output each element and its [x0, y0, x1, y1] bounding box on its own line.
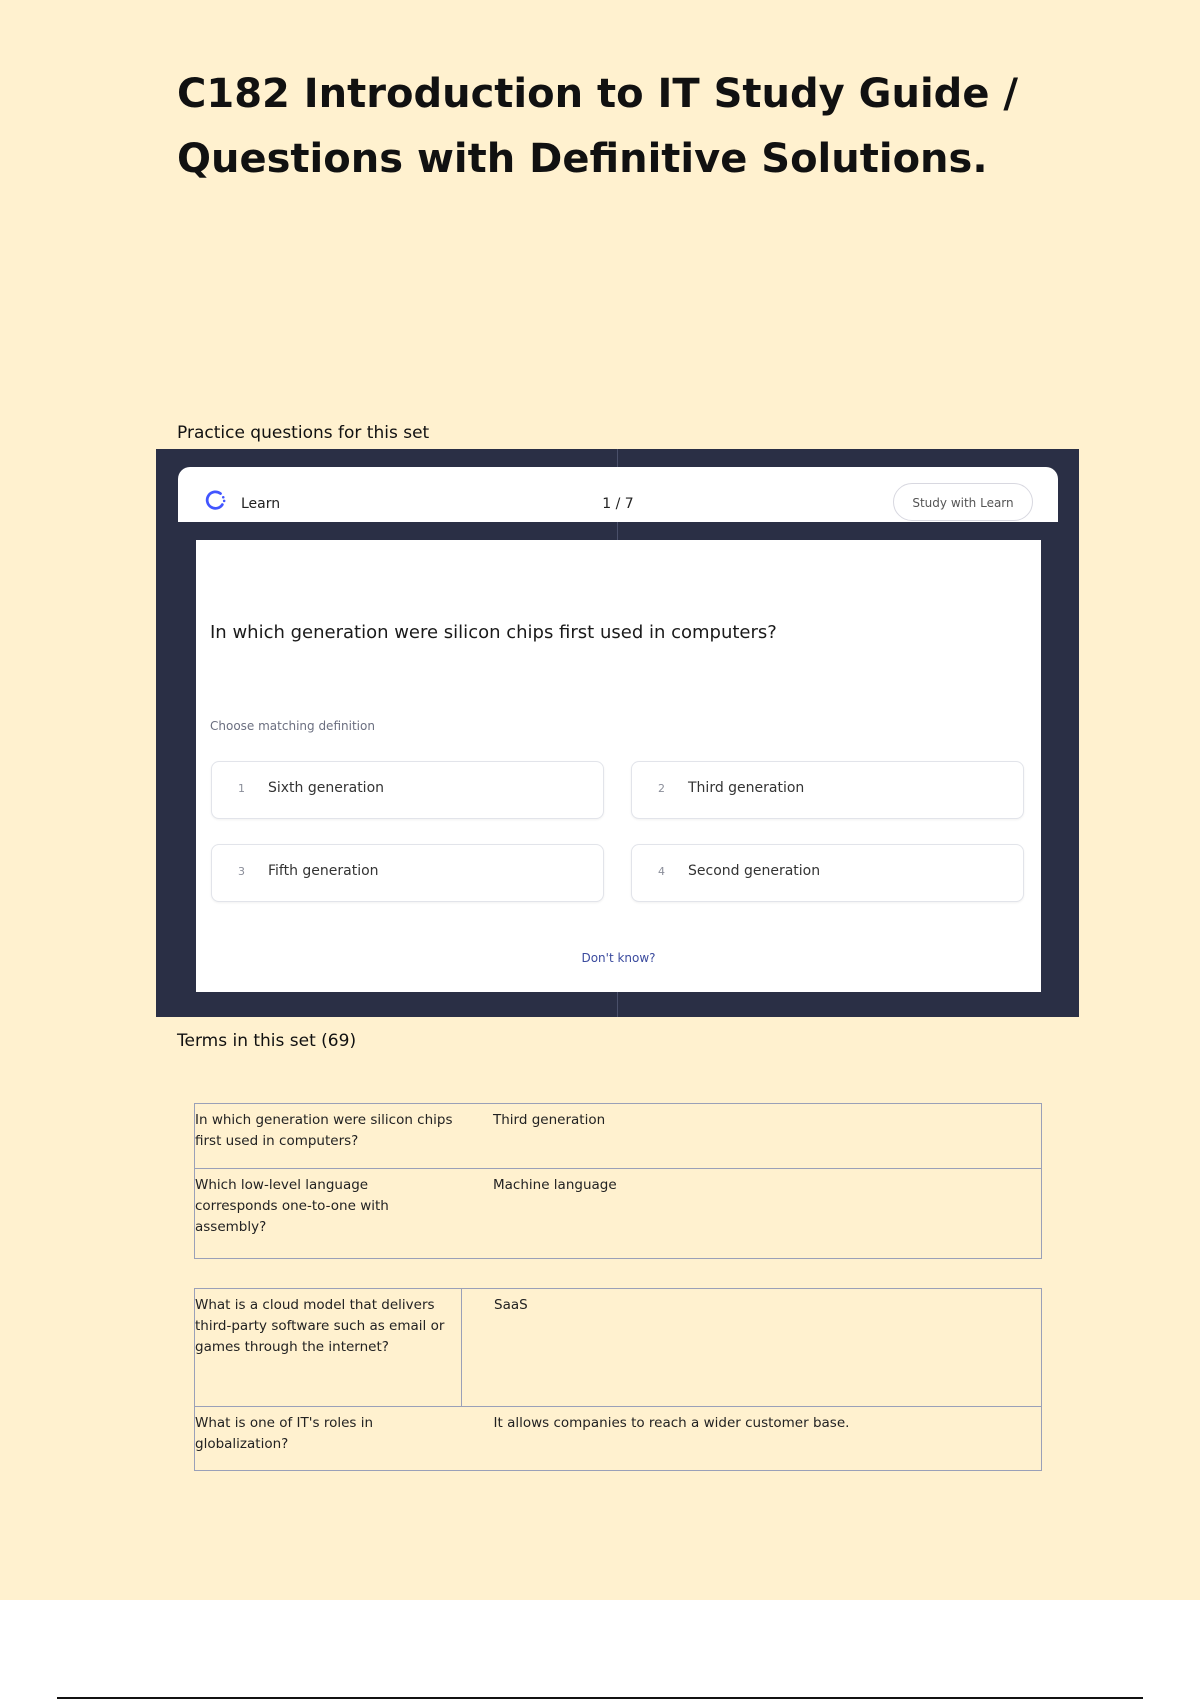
option-number: 2	[658, 782, 665, 795]
definition-cell: Machine language	[461, 1169, 1042, 1259]
table-row	[195, 1104, 1042, 1169]
answer-option-1[interactable]	[211, 761, 604, 819]
table-row	[195, 1169, 1042, 1259]
terms-table-2	[194, 1288, 1042, 1471]
term-cell: Which low-level language corresponds one-to-one with assembly?	[195, 1169, 462, 1259]
terms-section-label: Terms in this set (69)	[177, 1031, 357, 1051]
option-label: Third generation	[688, 780, 805, 796]
definition-cell: SaaS	[462, 1289, 1042, 1407]
learn-header	[178, 467, 1058, 522]
question-card	[196, 540, 1041, 992]
learn-widget	[156, 449, 1079, 1017]
document-title: C182 Introduction to IT Study Guide / Questions with Definitive Solutions.	[177, 71, 1018, 182]
option-number: 3	[238, 865, 245, 878]
table-row	[195, 1407, 1042, 1471]
option-number: 4	[658, 865, 665, 878]
question-progress: 1 / 7	[602, 496, 634, 512]
answer-option-3[interactable]	[211, 844, 604, 902]
option-number: 1	[238, 782, 245, 795]
footer-rule	[57, 1697, 1143, 1699]
term-cell: What is a cloud model that delivers third-party software such as email or games through the internet?	[195, 1289, 462, 1407]
dont-know-link[interactable]: Don't know?	[581, 951, 656, 965]
option-label: Second generation	[688, 863, 821, 879]
answer-option-2[interactable]	[631, 761, 1024, 819]
definition-cell: It allows companies to reach a wider customer base.	[462, 1407, 1042, 1471]
term-cell: What is one of IT's roles in globalization?	[195, 1407, 462, 1471]
study-with-learn-button[interactable]: Study with Learn	[893, 483, 1033, 521]
definition-cell: Third generation	[461, 1104, 1042, 1169]
learn-mode-label: Learn	[241, 496, 281, 512]
answer-option-4[interactable]	[631, 844, 1024, 902]
table-row	[195, 1289, 1042, 1407]
option-label: Fifth generation	[268, 863, 379, 879]
term-cell: In which generation were silicon chips first used in computers?	[195, 1104, 462, 1169]
terms-table-1	[194, 1103, 1042, 1259]
question-text: In which generation were silicon chips first used in computers?	[210, 622, 777, 643]
option-label: Sixth generation	[268, 780, 385, 796]
choose-hint: Choose matching definition	[210, 719, 375, 733]
practice-section-label: Practice questions for this set	[177, 423, 430, 443]
